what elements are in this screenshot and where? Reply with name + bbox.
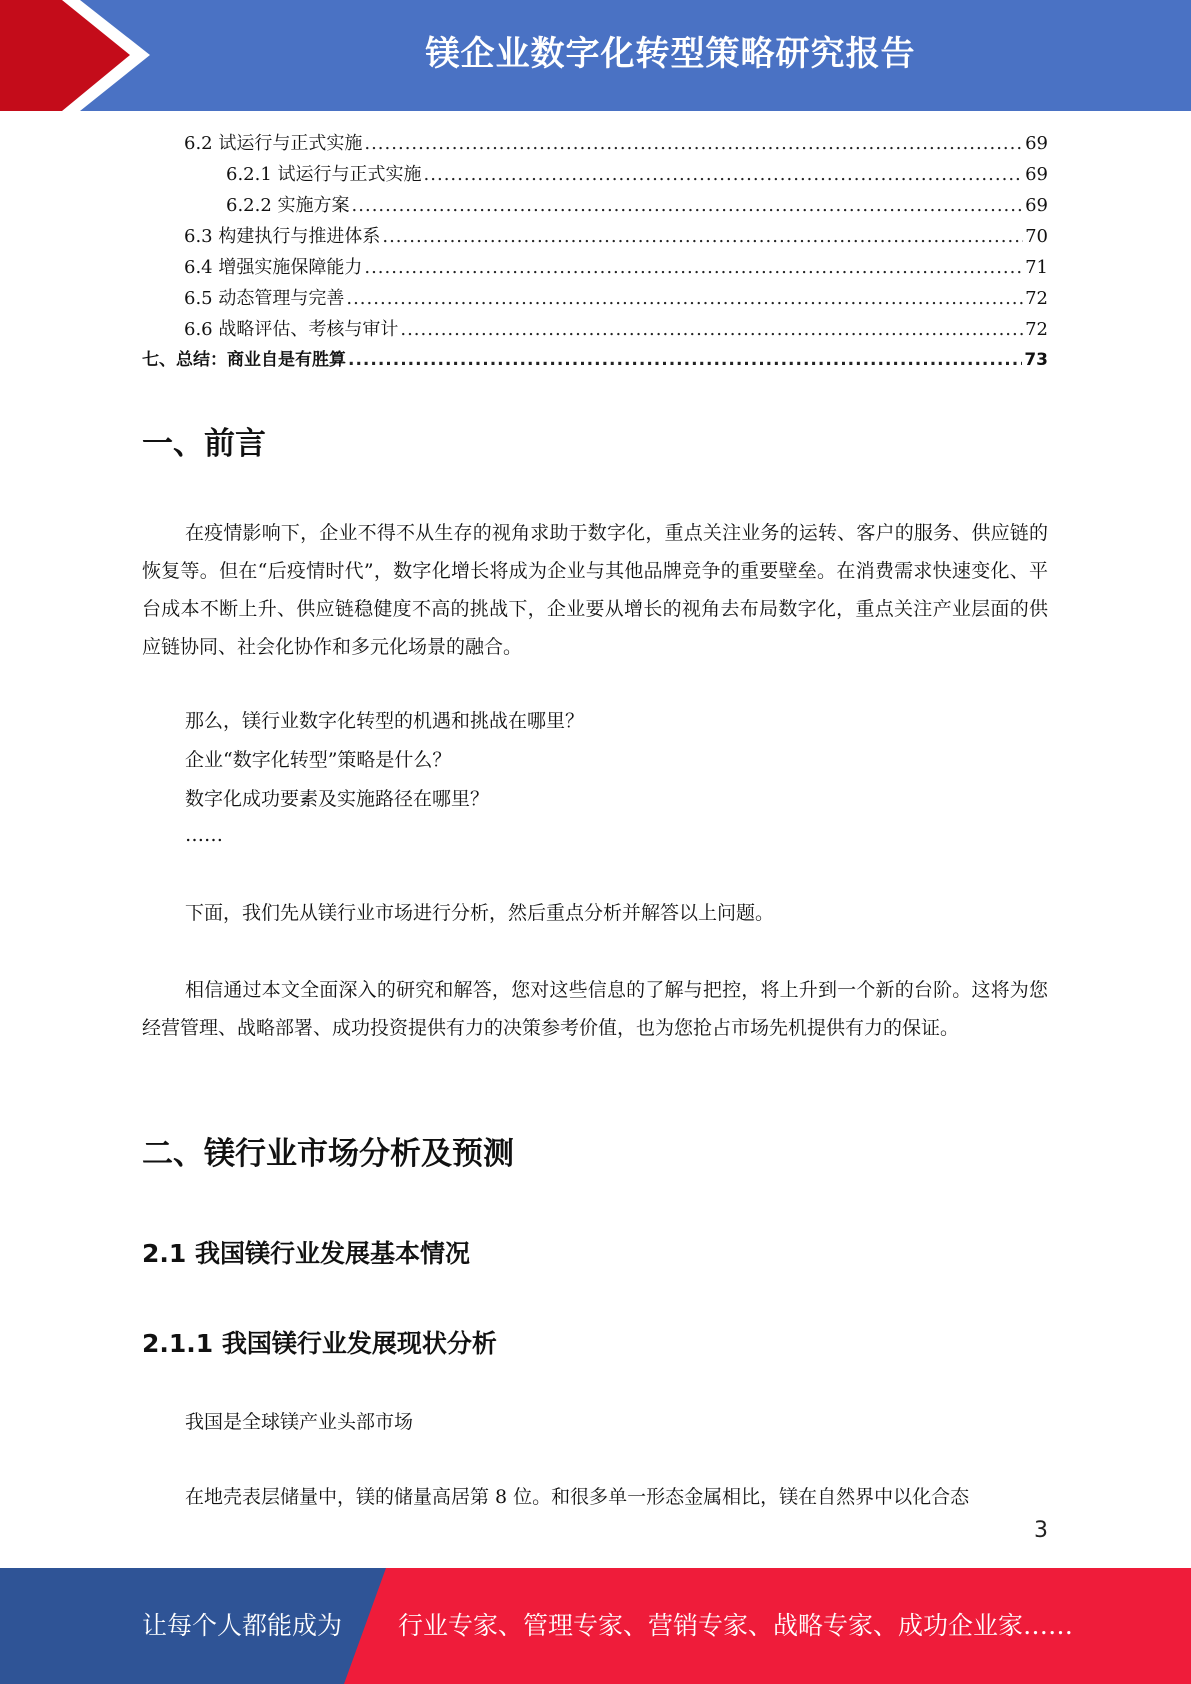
toc-entry[interactable] (142, 283, 1048, 314)
toc-entry-label: 七、总结：商业自是有胜算 (142, 350, 346, 370)
toc-entry-label: 6.2 试运行与正式实施 (184, 133, 363, 154)
table-of-contents (142, 128, 1048, 376)
toc-entry-label: 6.4 增强实施保障能力 (184, 257, 363, 278)
toc-entry-page: 70 (1025, 226, 1048, 247)
section-heading-preface: 一、前言 (142, 426, 266, 462)
toc-entry-label: 6.2.2 实施方案 (226, 195, 350, 216)
toc-leader-dots (352, 190, 1024, 221)
toc-entry[interactable] (142, 221, 1048, 252)
toc-entry[interactable] (142, 314, 1048, 345)
toc-leader-dots (364, 252, 1023, 283)
toc-leader-dots (348, 345, 1022, 376)
preface-question-1: 那么，镁行业数字化转型的机遇和挑战在哪里？ (185, 710, 585, 732)
preface-question-3: 数字化成功要素及实施路径在哪里？ (185, 788, 490, 810)
page-number: 3 (1034, 1518, 1048, 1543)
toc-leader-dots (364, 128, 1023, 159)
toc-leader-dots (424, 159, 1024, 190)
preface-ellipsis: …… (185, 824, 223, 846)
toc-entry-chapter[interactable] (142, 345, 1048, 376)
toc-entry-page: 73 (1024, 350, 1048, 370)
toc-entry-label: 6.5 动态管理与完善 (184, 288, 345, 309)
preface-paragraph-2: 下面，我们先从镁行业市场进行分析，然后重点分析并解答以上问题。 (185, 902, 775, 924)
toc-entry-page: 69 (1025, 133, 1048, 154)
toc-entry-label: 6.3 构建执行与推进体系 (184, 226, 381, 247)
toc-entry-page: 69 (1025, 195, 1048, 216)
preface-paragraph-3: 相信通过本文全面深入的研究和解答，您对这些信息的了解与把控，将上升到一个新的台阶。这将为您经营管理、战略部署、成功投资提供有力的决策参考价值，也为您抢占市场先机提供有力的保证。 (142, 979, 1048, 1039)
toc-entry[interactable] (142, 252, 1048, 283)
toc-entry-label: 6.2.1 试运行与正式实施 (226, 164, 422, 185)
toc-entry-label: 6.6 战略评估、考核与审计 (184, 319, 399, 340)
toc-entry[interactable] (142, 190, 1048, 221)
toc-entry[interactable] (142, 128, 1048, 159)
page-header (0, 0, 1191, 111)
footer-slogan-right: 行业专家、管理专家、营销专家、战略专家、成功企业家…… (398, 1611, 1074, 1640)
body-line-lead: 我国是全球镁产业头部市场 (185, 1411, 414, 1433)
toc-leader-dots (400, 314, 1023, 345)
toc-leader-dots (382, 221, 1023, 252)
toc-entry-page: 72 (1025, 288, 1048, 309)
toc-entry-page: 69 (1025, 164, 1048, 185)
footer-slogan-left: 让每个人都能成为 (142, 1611, 343, 1640)
header-chevron-red-shape (0, 0, 140, 111)
subsection-heading-2-1: 2.1 我国镁行业发展基本情况 (142, 1239, 470, 1268)
subsection-heading-2-1-1: 2.1.1 我国镁行业发展现状分析 (142, 1329, 497, 1358)
page-footer (0, 1568, 1191, 1684)
toc-entry[interactable] (142, 159, 1048, 190)
body-line-paragraph: 在地壳表层储量中，镁的储量高居第 8 位。和很多单一形态金属相比，镁在自然界中以化合态 (185, 1486, 970, 1508)
section-heading-market-analysis: 二、镁行业市场分析及预测 (142, 1136, 514, 1172)
report-title: 镁企业数字化转型策略研究报告 (425, 34, 916, 74)
toc-entry-page: 71 (1025, 257, 1048, 278)
toc-entry-page: 72 (1025, 319, 1048, 340)
preface-question-2: 企业“数字化转型”策略是什么？ (185, 749, 452, 771)
preface-paragraph-1: 在疫情影响下，企业不得不从生存的视角求助于数字化，重点关注业务的运转、客户的服务、供应链的恢复等。但在“后疫情时代”，数字化增长将成为企业与其他品牌竞争的重要壁垒。在消费需求快速变化、平台成本不断上升、供应链稳健度不高的挑战下，企业要从增长的视角去布局数字化，重点关注产业层面的供应链协同、社会化协作和多元化场景的融合。 (142, 522, 1048, 658)
toc-leader-dots (346, 283, 1023, 314)
